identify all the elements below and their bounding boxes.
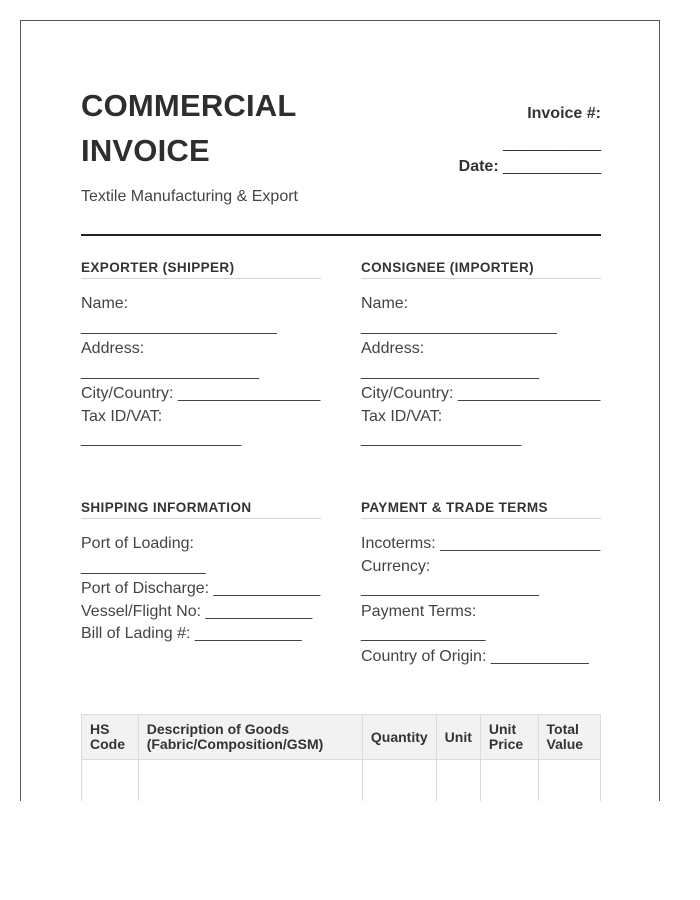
port-of-discharge-field: Port of Discharge: ____________ (81, 580, 321, 597)
column-header-unit-price: Unit Price (480, 715, 538, 760)
currency-field: Currency: ____________________ (361, 557, 539, 597)
consignee-city-field: City/Country: ________________ (361, 385, 601, 402)
exporter-name-field: Name: ______________________ (81, 295, 277, 335)
table-cell (362, 760, 436, 802)
table-cell (82, 760, 139, 802)
consignee-section (361, 259, 601, 451)
shipping-section (81, 499, 321, 646)
page-title: COMMERCIAL INVOICE (81, 88, 296, 168)
exporter-heading: EXPORTER (SHIPPER) (81, 259, 321, 279)
column-header-quantity: Quantity (362, 715, 436, 760)
exporter-city-field: City/Country: ________________ (81, 385, 321, 402)
exporter-tax-field: Tax ID/VAT: __________________ (81, 407, 242, 447)
table-row (82, 760, 601, 802)
table-cell (480, 760, 538, 802)
exporter-address-field: Address: ____________________ (81, 340, 259, 380)
invoice-date-field (459, 158, 601, 176)
invoice-page (20, 20, 660, 801)
shipping-heading: SHIPPING INFORMATION (81, 499, 321, 519)
column-header-description: Description of Goods (Fabric/Composition/GSM) (138, 715, 362, 760)
header-divider (81, 234, 601, 236)
column-header-unit: Unit (436, 715, 480, 760)
incoterms-field: Incoterms: __________________ (361, 535, 601, 552)
table-cell (538, 760, 601, 802)
vessel-flight-field: Vessel/Flight No: ____________ (81, 602, 313, 620)
payment-section (361, 499, 601, 668)
exporter-section (81, 259, 321, 451)
invoice-date-blank: ___________ (503, 158, 601, 175)
goods-table (81, 714, 601, 801)
payment-heading: PAYMENT & TRADE TERMS (361, 499, 601, 519)
invoice-number-label: Invoice #: (527, 105, 601, 122)
consignee-name-field: Name: ______________________ (361, 295, 557, 335)
invoice-date-label: Date: (458, 158, 499, 175)
bill-of-lading-field: Bill of Lading #: ____________ (81, 625, 302, 642)
consignee-address-field: Address: ____________________ (361, 340, 539, 380)
country-of-origin-field: Country of Origin: ___________ (361, 647, 589, 665)
column-header-total-value: Total Value (538, 715, 601, 760)
table-header-row (82, 715, 601, 760)
consignee-heading: CONSIGNEE (IMPORTER) (361, 259, 601, 279)
column-header-hs-code: HS Code (82, 715, 139, 760)
payment-terms-field: Payment Terms: ______________ (361, 602, 486, 642)
table-cell (138, 760, 362, 802)
port-of-loading-field: Port of Loading: ______________ (81, 535, 206, 575)
consignee-tax-field: Tax ID/VAT: __________________ (361, 407, 522, 447)
invoice-number-field (401, 99, 601, 159)
page-subtitle: Textile Manufacturing & Export (81, 188, 298, 205)
table-cell (436, 760, 480, 802)
invoice-number-blank: ___________ (503, 135, 601, 152)
